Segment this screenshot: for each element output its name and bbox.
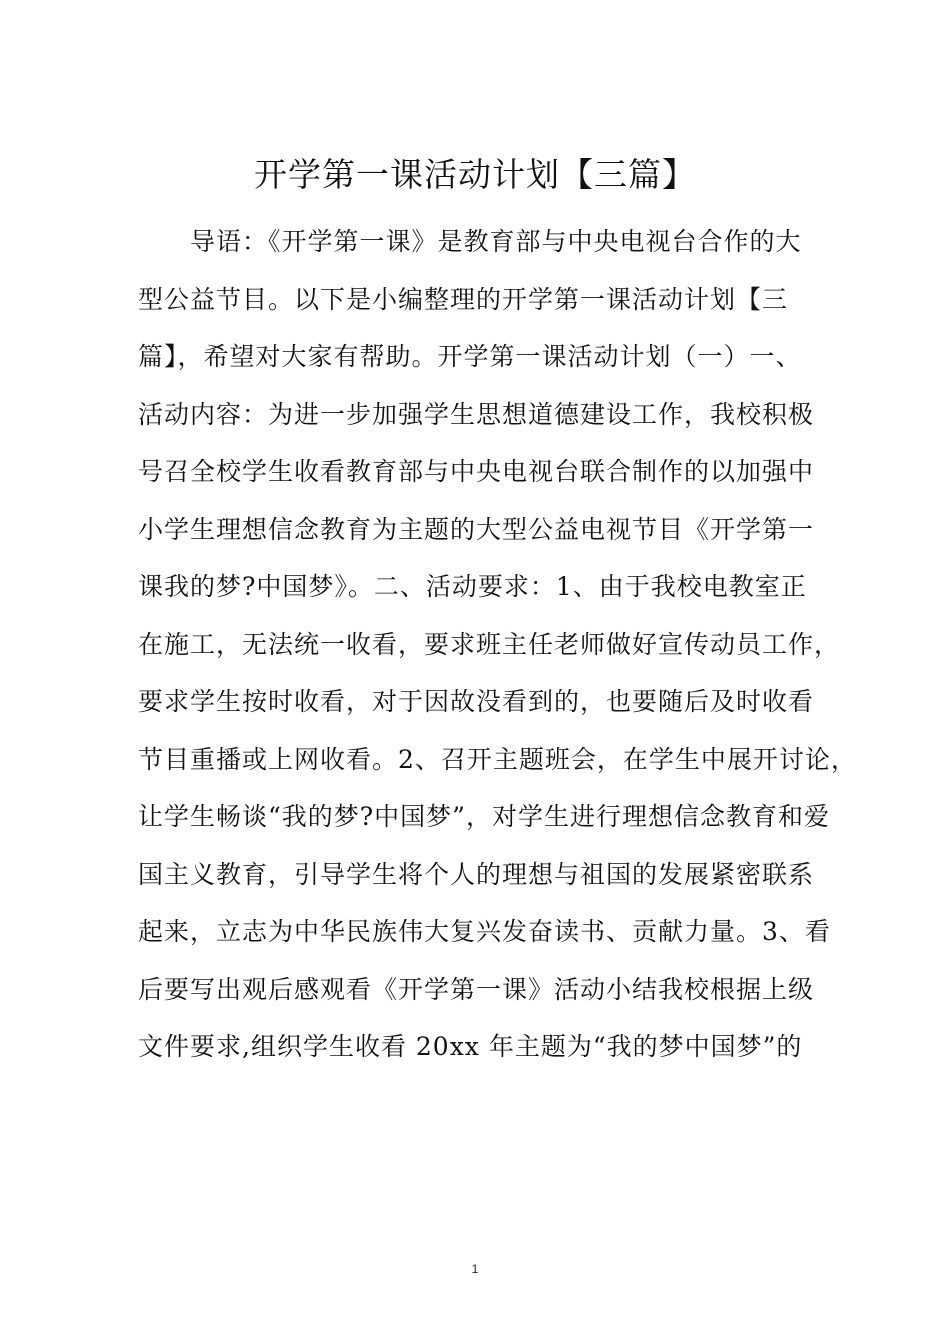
body-line: 后要写出观后感观看《开学第一课》活动小结我校根据上级	[138, 974, 815, 1004]
document-title: 开学第一课活动计划【三篇】	[254, 155, 696, 194]
body-line: 要求学生按时收看，对于因故没看到的，也要随后及时收看	[138, 687, 815, 716]
body-line: 号召全校学生收看教育部与中央电视台联合制作的以加强中	[138, 457, 815, 486]
document-body	[138, 222, 857, 1085]
body-line: 起来，立志为中华民族伟大复兴发奋读书、贡献力量。3、看	[138, 917, 831, 946]
body-line: 课我的梦?中国梦》。二、活动要求：1、由于我校电教室正	[138, 572, 807, 601]
body-line: 型公益节目。以下是小编整理的开学第一课活动计划【三	[138, 284, 789, 314]
body-line: 篇】，希望对大家有帮助。开学第一课活动计划（一）一、	[138, 342, 802, 371]
body-line: 让学生畅谈“我的梦?中国梦”，对学生进行理想信念教育和爱	[138, 802, 830, 831]
body-line: 在施工，无法统一收看，要求班主任老师做好宣传动员工作，	[138, 629, 841, 659]
body-line: 活动内容：为进一步加强学生思想道德建设工作，我校积极	[138, 399, 815, 429]
page-number: 1	[471, 1262, 479, 1276]
body-line: 文件要求,组织学生收看 20xx 年主题为“我的梦中国梦”的	[138, 1032, 803, 1061]
body-line: 国主义教育，引导学生将个人的理想与祖国的发展紧密联系	[138, 859, 815, 889]
body-line: 导语：《开学第一课》是教育部与中央电视台合作的大	[190, 227, 802, 256]
body-line: 小学生理想信念教育为主题的大型公益电视节目《开学第一	[138, 514, 815, 544]
body-line: 节目重播或上网收看。2、召开主题班会，在学生中展开讨论，	[138, 744, 857, 774]
